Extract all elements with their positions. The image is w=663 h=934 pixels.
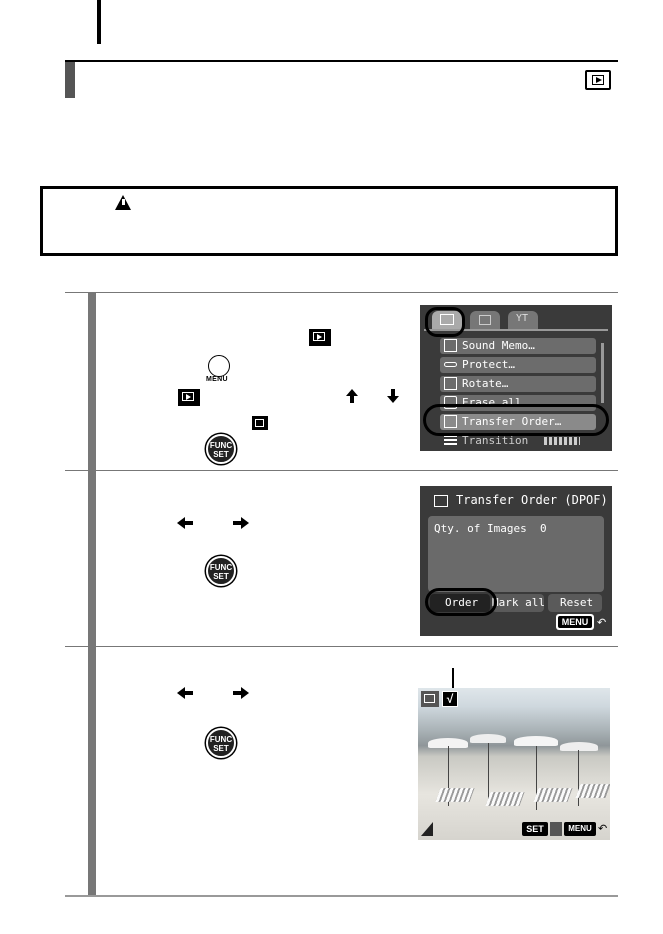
selection-check-box[interactable]: √ (442, 691, 458, 707)
callout-play-tab (425, 307, 465, 337)
up-arrow-icon (345, 389, 359, 403)
tab-print[interactable] (470, 311, 500, 329)
transfer-order-icon (421, 691, 439, 707)
mark-all-button[interactable]: Mark all (492, 594, 544, 612)
func-set-button-icon: FUNC SET (206, 556, 236, 586)
menu-button-label: MENU (206, 376, 228, 383)
menu-item-protect[interactable]: Protect… (440, 357, 596, 373)
play-icon (309, 329, 331, 346)
set-badge: SET (522, 822, 548, 836)
microphone-icon (444, 339, 457, 352)
order-info-panel (428, 516, 604, 592)
step-divider-2 (65, 646, 618, 647)
key-icon (444, 362, 457, 367)
menu-item-transfer-order[interactable]: Transfer Order… (440, 414, 596, 430)
func-set-button-icon: FUNC SET (206, 728, 236, 758)
transfer-order-icon (252, 416, 268, 430)
callout-transfer-order (423, 404, 609, 436)
warning-box (40, 186, 618, 256)
tab-settings[interactable]: ΥΤ (508, 311, 538, 329)
return-icon: ↶ (598, 823, 608, 835)
return-icon: ↶ (597, 617, 607, 629)
order-button[interactable]: Order (430, 594, 490, 612)
step-divider-bottom (65, 895, 618, 897)
warning-icon (115, 195, 131, 210)
page-header-bar (97, 0, 101, 44)
down-arrow-icon (386, 389, 400, 403)
play-mode-icon (585, 70, 611, 90)
right-arrow-icon (233, 686, 249, 700)
right-arrow-icon (233, 516, 249, 530)
step-divider-top (65, 292, 618, 293)
transition-icon (444, 435, 457, 447)
left-arrow-icon (177, 686, 193, 700)
menu-badge: MENU (564, 822, 596, 836)
title-rule (65, 60, 618, 62)
image-selection-screen (418, 688, 610, 840)
func-set-button-icon: FUNC SET (206, 434, 236, 464)
transfer-order-small-icon (550, 822, 562, 836)
step-divider-1 (65, 470, 618, 471)
qty-value: 0 (540, 522, 547, 535)
left-arrow-icon (177, 516, 193, 530)
menu-item-sound-memo[interactable]: Sound Memo… (440, 338, 596, 354)
menu-button-icon (208, 355, 230, 377)
menu-item-rotate[interactable]: Rotate… (440, 376, 596, 392)
image-quality-icon (421, 822, 433, 836)
menu-item-transition[interactable]: Transition (440, 433, 596, 451)
title-accent-block (65, 62, 75, 98)
menu-badge: MENU (556, 614, 594, 630)
check-pointer-line (452, 668, 454, 690)
reset-button[interactable]: Reset (548, 594, 602, 612)
callout-order-button (425, 588, 497, 616)
step-1-bar (88, 293, 96, 470)
play-tab-icon (178, 389, 200, 406)
step-3-bar (88, 647, 96, 895)
screen-title: Transfer Order (DPOF) (456, 493, 608, 507)
transfer-order-icon (434, 495, 448, 507)
step-2-bar (88, 471, 96, 646)
rotate-icon (444, 377, 457, 390)
menu-item-erase-all[interactable]: Erase all (440, 395, 596, 411)
qty-label: Qty. of Images (434, 522, 527, 535)
